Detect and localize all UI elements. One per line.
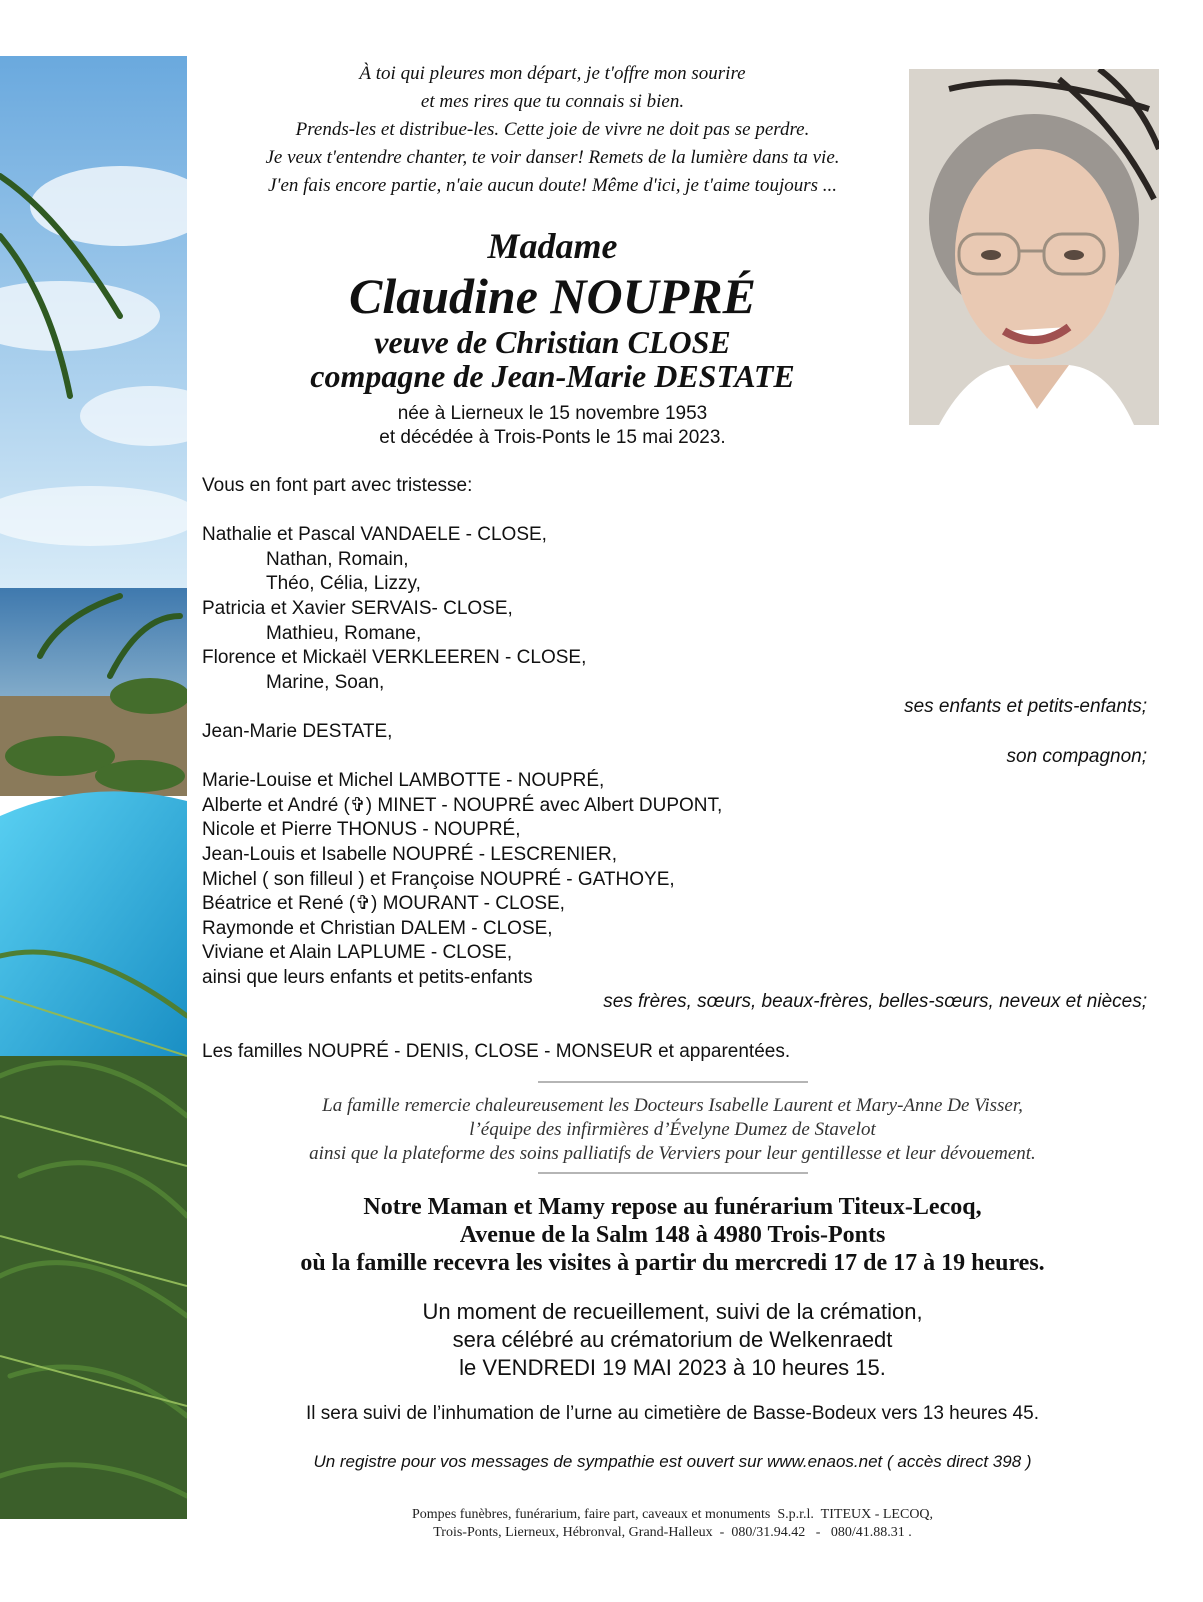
portrait-photo (909, 69, 1159, 425)
thanks-line: La famille remercie chaleureusement les Docteurs Isabelle Laurent et Mary-Anne De Visser, (322, 1095, 1023, 1116)
deceased-name: Claudine NOUPRÉ (348, 268, 756, 324)
registre-notice: Un registre pour vos messages de sympathie est ouvert sur www.enaos.net ( accès direct 398 ) (313, 1452, 1032, 1471)
funeral-home-footer (200, 1506, 1145, 1542)
death-line: et décédée à Trois-Ponts le 15 mai 2023. (379, 427, 726, 448)
family-member: Florence et Mickaël VERKLEEREN - CLOSE, (202, 647, 587, 669)
ceremony-line: sera célébré au crématorium de Welkenraedt (452, 1327, 893, 1352)
siblings-role: ses frères, sœurs, beaux-frères, belles-sœurs, neveux et nièces; (603, 991, 1147, 1013)
family-member: Viviane et Alain LAPLUME - CLOSE, (202, 942, 513, 964)
announcement-intro: Vous en font part avec tristesse: (202, 475, 473, 496)
family-member: Raymonde et Christian DALEM - CLOSE, (202, 917, 553, 939)
thanks-section (200, 1094, 1145, 1166)
widow-of: veuve de Christian CLOSE (374, 324, 731, 360)
poem-line: Je veux t'entendre chanter, te voir danser! Remets de la lumière dans ta vie. (265, 147, 840, 168)
extended-families: Les familles NOUPRÉ - DENIS, CLOSE - MONSEUR et apparentées. (202, 1040, 791, 1062)
poem-line: J'en fais encore partie, n'aie aucun doute! Même d'ici, je t'aime toujours ... (267, 175, 838, 196)
family-member: Alberte et André (✞) MINET - NOUPRÉ avec Albert DUPONT, (202, 794, 723, 816)
family-member: Nathalie et Pascal VANDAELE - CLOSE, (202, 524, 547, 546)
repose-line: Avenue de la Salm 148 à 4980 Trois-Ponts (459, 1222, 886, 1248)
grandchildren: Nathan, Romain, (266, 548, 409, 570)
birth-line: née à Lierneux le 15 novembre 1953 (397, 403, 708, 424)
portrait-illustration (909, 69, 1159, 425)
family-announcement (202, 474, 1147, 1064)
ceremony-section (200, 1298, 1145, 1382)
family-member: Michel ( son filleul ) et Françoise NOUPRÉ - GATHOYE, (202, 868, 675, 890)
repose-section (200, 1193, 1145, 1277)
landscape-illustration (0, 56, 187, 1519)
repose-line: où la famille recevra les visites à partir du mercredi 17 de 17 à 19 heures. (300, 1250, 1045, 1276)
family-member: ainsi que leurs enfants et petits-enfants (202, 966, 533, 988)
poem-line: À toi qui pleures mon départ, je t'offre mon sourire (359, 63, 746, 84)
inhumation-notice: Il sera suivi de l’inhumation de l’urne au cimetière de Basse-Bodeux vers 13 heures 45. (306, 1403, 1039, 1424)
poem-line: Prends-les et distribue-les. Cette joie de vivre ne doit pas se perdre. (295, 119, 810, 140)
children-role: ses enfants et petits-enfants; (904, 696, 1147, 718)
deceased-name-block (200, 225, 905, 393)
thanks-line: ainsi que la plateforme des soins palliatifs de Verviers pour leur gentillesse et leur dévouement. (309, 1143, 1036, 1164)
partner-role: son compagnon; (1006, 745, 1147, 767)
family-member: Patricia et Xavier SERVAIS- CLOSE, (202, 597, 513, 619)
ceremony-line: Un moment de recueillement, suivi de la crémation, (422, 1299, 923, 1324)
footer-line: Trois-Ponts, Lierneux, Hébronval, Grand-Halleux - 080/31.94.42 - 080/41.88.31 . (433, 1525, 912, 1540)
thanks-line: l’équipe des infirmières d’Évelyne Dumez de Stavelot (469, 1119, 876, 1140)
family-member: Marie-Louise et Michel LAMBOTTE - NOUPRÉ, (202, 770, 605, 792)
partner-name: Jean-Marie DESTATE, (202, 720, 393, 742)
grandchildren: Mathieu, Romane, (266, 622, 422, 644)
divider (538, 1172, 808, 1174)
divider (538, 1081, 808, 1083)
family-member: Nicole et Pierre THONUS - NOUPRÉ, (202, 819, 521, 841)
grandchildren: Théo, Célia, Lizzy, (266, 573, 421, 595)
deceased-title: Madame (487, 226, 618, 266)
family-member: Jean-Louis et Isabelle NOUPRÉ - LESCRENIER, (202, 843, 617, 865)
footer-line: Pompes funèbres, funérarium, faire part, caveaux et monuments S.p.r.l. TITEUX - LECOQ, (411, 1507, 934, 1522)
repose-line: Notre Maman et Mamy repose au funérarium Titeux-Lecoq, (363, 1194, 982, 1220)
family-member: Béatrice et René (✞) MOURANT - CLOSE, (202, 893, 565, 915)
ceremony-line: le VENDREDI 19 MAI 2023 à 10 heures 15. (459, 1355, 886, 1380)
birth-death-dates (200, 402, 905, 450)
grandchildren: Marine, Soan, (266, 671, 385, 693)
side-landscape-photo (0, 56, 187, 1519)
poem-line: et mes rires que tu connais si bien. (420, 91, 685, 112)
poem (200, 60, 905, 200)
partner-of: compagne de Jean-Marie DESTATE (310, 358, 795, 394)
